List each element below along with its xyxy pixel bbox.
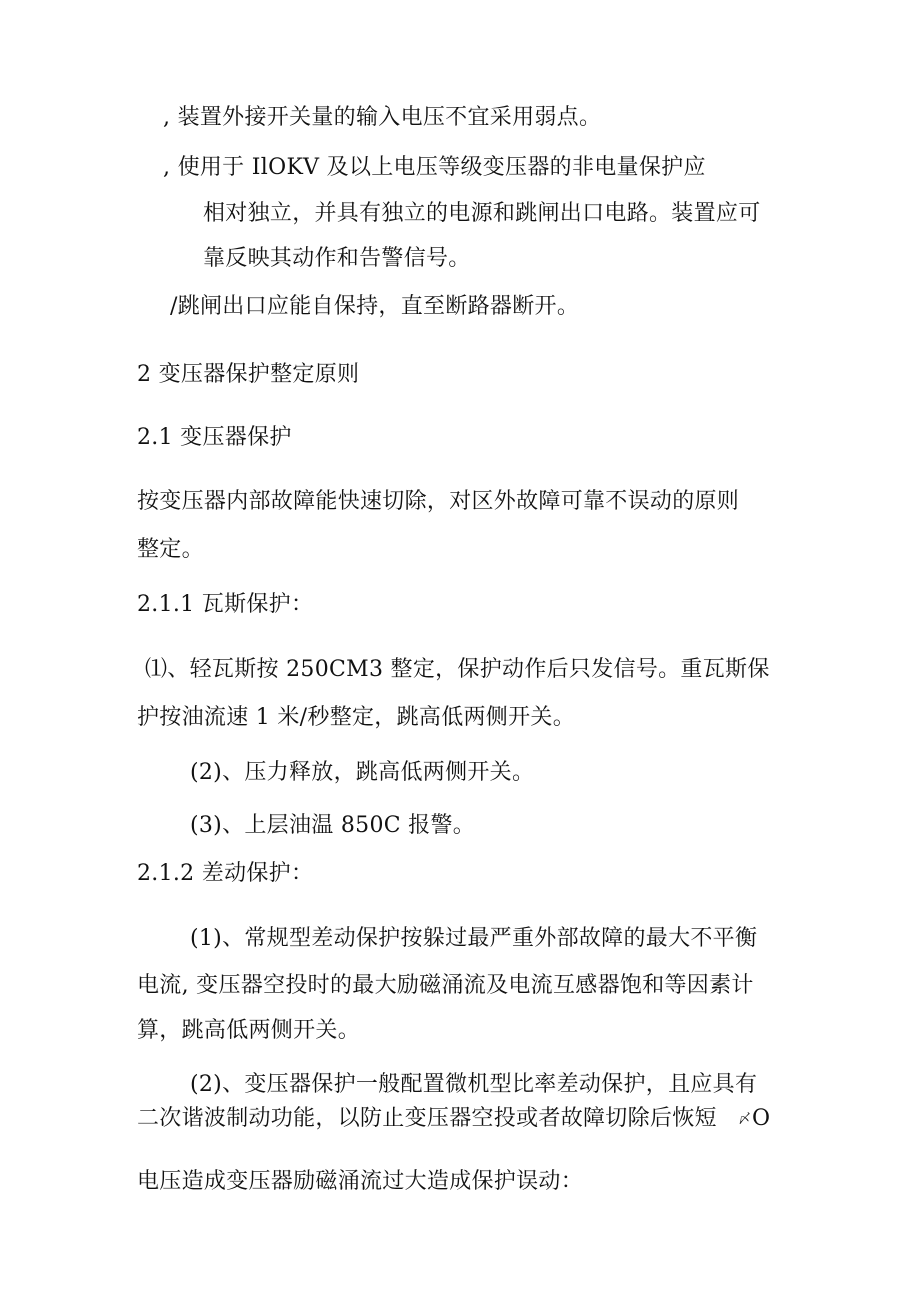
text-line-20-end: O: [752, 1106, 771, 1131]
section-heading-2-1: 2.1 变压器保护: [137, 425, 292, 450]
section-heading-2-1-2: 2.1.2 差动保护：: [137, 861, 314, 886]
text-line-17: 电流, 变压器空投时的最大励磁涌流及电流互感器饱和等因素计: [137, 973, 754, 998]
text-line-16: (1)、常规型差动保护按躲过最严重外部故障的最大不平衡: [190, 926, 758, 951]
text-line-5: /跳闸出口应能自保持，直至断路器断开。: [170, 294, 580, 319]
text-line-21: 电压造成变压器励磁涌流过大造成保护误动：: [137, 1169, 584, 1194]
text-line-2: , 使用于 IlOKV 及以上电压等级变压器的非电量保护应: [163, 155, 706, 180]
text-line-1: , 装置外接开关量的输入电压不宜采用弱点。: [163, 105, 602, 130]
text-line-13: (2)、压力释放，跳高低两侧开关。: [190, 760, 535, 785]
text-line-9: 整定。: [137, 537, 204, 562]
text-line-19: (2)、变压器保护一般配置微机型比率差动保护，且应具有: [190, 1072, 758, 1097]
text-line-11: ⑴、轻瓦斯按 250CM3 整定，保护动作后只发信号。重瓦斯保: [145, 657, 770, 682]
section-heading-2-1-1: 2.1.1 瓦斯保护：: [137, 592, 314, 617]
small-glyph: 〆: [738, 1112, 752, 1127]
text-line-8: 按变压器内部故障能快速切除，对区外故障可靠不误动的原则: [137, 489, 740, 514]
section-heading-2: 2 变压器保护整定原则: [137, 362, 360, 387]
text-line-4: 靠反映其动作和告警信号。: [203, 246, 471, 271]
text-line-12: 护按油流速 1 米/秒整定，跳高低两侧开关。: [137, 705, 575, 730]
text-line-18: 算，跳高低两侧开关。: [137, 1018, 361, 1043]
text-line-20: 二次谐波制动功能，以防止变压器空投或者故障切除后恢短: [137, 1106, 717, 1131]
text-line-14: (3)、上层油温 850C 报警。: [190, 813, 476, 838]
text-line-3: 相对独立，并具有独立的电源和跳闸出口电路。装置应可: [203, 201, 761, 226]
